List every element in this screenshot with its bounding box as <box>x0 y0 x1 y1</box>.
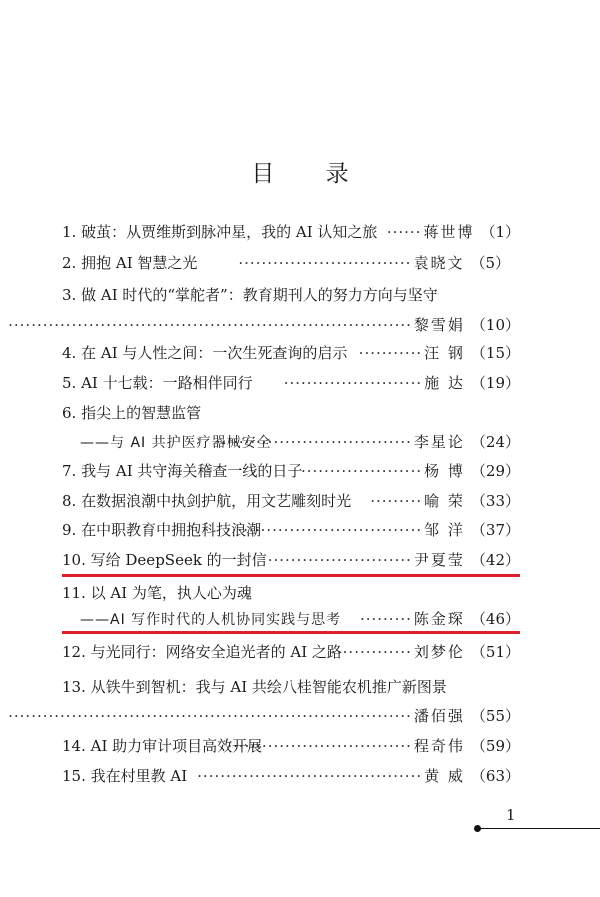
entry-title: 写给 DeepSeek 的一封信 <box>90 551 267 569</box>
footer-rule <box>480 828 600 829</box>
entry-number: 3. <box>62 286 77 304</box>
entry-page: （5） <box>470 254 510 272</box>
entry-title: 我与 AI 共守海关稽查一线的日子 <box>81 462 303 480</box>
entry-author: 尹夏莹 <box>413 551 465 569</box>
toc-entry-8[interactable] <box>62 488 520 514</box>
entry-number: 4. <box>62 344 77 362</box>
dot-leader: ······································· <box>197 767 423 785</box>
entry-page: （10） <box>470 316 520 334</box>
entry-title: 在数据浪潮中执剑护航，用文艺雕刻时光 <box>81 492 352 510</box>
entry-title: 与光同行：网络安全追光者的 AI 之路 <box>90 643 342 661</box>
dot-leader: ········· <box>359 610 412 628</box>
entry-author: 袁晓文 <box>413 254 465 272</box>
entry-author: 程奇伟 <box>413 737 465 755</box>
toc-entry-14[interactable] <box>62 733 520 759</box>
entry-page: （19） <box>470 374 520 392</box>
toc-entry-13-leader[interactable] <box>8 703 520 729</box>
toc-entry-12[interactable] <box>62 639 520 665</box>
entry-author: 刘梦伦 <box>413 643 465 661</box>
entry-page: （29） <box>470 462 520 480</box>
entry-author: 杨 博 <box>424 462 465 480</box>
entry-title: 我在村里教 AI <box>90 767 188 785</box>
entry-author: 黎雪娟 <box>413 316 465 334</box>
dot-leader: ······································································ <box>8 707 412 725</box>
entry-number: 12. <box>62 643 86 661</box>
entry-author: 陈金琛 <box>413 610 465 628</box>
entry-subtitle: ——与 AI 共护医疗器械安全 <box>80 435 272 451</box>
toc-entry-4[interactable] <box>62 340 520 366</box>
toc-entry-13[interactable] <box>62 674 520 700</box>
entry-author: 黄 威 <box>424 767 465 785</box>
toc-entry-15[interactable] <box>62 763 520 789</box>
entry-author: 邹 洋 <box>424 521 465 539</box>
entry-title: 在 AI 与人性之间：一次生死查询的启示 <box>81 344 348 362</box>
toc-entry-5[interactable] <box>62 370 520 396</box>
dot-leader: ······························ <box>238 254 412 272</box>
dot-leader: ·································· <box>215 433 412 451</box>
entry-number: 13. <box>62 678 86 696</box>
toc-entry-3-leader[interactable] <box>8 312 520 338</box>
entry-page: （1） <box>480 223 520 241</box>
entry-number: 2. <box>62 254 77 272</box>
entry-title: 做 AI 时代的“掌舵者”：教育期刊人的努力方向与坚守 <box>81 286 438 304</box>
toc-entry-6-subtitle[interactable] <box>80 429 520 455</box>
entry-page: （55） <box>470 707 520 725</box>
entry-number: 14. <box>62 737 86 755</box>
entry-number: 9. <box>62 521 77 539</box>
entry-title: AI 助力审计项目高效开展 <box>90 737 263 755</box>
dot-leader: ········· <box>370 492 423 510</box>
entry-page: （33） <box>470 492 520 510</box>
toc-entry-6[interactable] <box>62 400 520 426</box>
dot-leader: ·································· <box>226 521 423 539</box>
toc-entry-9[interactable] <box>62 517 520 543</box>
dot-leader: ······································································ <box>8 316 412 334</box>
dot-leader: ························ <box>283 374 423 392</box>
entry-title: 指尖上的智慧监管 <box>81 404 202 422</box>
entry-number: 7. <box>62 462 77 480</box>
entry-title: 从铁牛到智机：我与 AI 共绘八桂智能农机推广新图景 <box>90 678 447 696</box>
entry-title: 破茧：从贾维斯到脉冲星，我的 AI 认知之旅 <box>81 223 378 241</box>
entry-number: 1. <box>62 223 77 241</box>
entry-page: （15） <box>470 344 520 362</box>
entry-number: 6. <box>62 404 77 422</box>
entry-subtitle: ——AI 写作时代的人机协同实践与思考 <box>80 612 342 628</box>
red-underline <box>62 574 520 577</box>
entry-page: （42） <box>470 551 520 569</box>
entry-page: （24） <box>470 433 520 451</box>
entry-author: 施 达 <box>424 374 465 392</box>
dot-leader: ······ <box>386 223 422 241</box>
entry-author: 蒋世博 <box>423 223 475 241</box>
entry-author: 喻 荣 <box>424 492 465 510</box>
entry-page: （46） <box>470 610 520 628</box>
toc-entry-2[interactable] <box>62 250 520 276</box>
toc-entry-11[interactable] <box>62 580 520 606</box>
entry-author: 潘佰强 <box>413 707 465 725</box>
dot-leader: ··········· <box>358 344 423 362</box>
entry-number: 5. <box>62 374 77 392</box>
entry-title: AI 十七载：一路相伴同行 <box>81 374 253 392</box>
toc-entry-7[interactable] <box>62 458 520 484</box>
toc-entry-10[interactable] <box>62 547 520 573</box>
dot-leader: ································ <box>227 737 412 755</box>
entry-title: 拥抱 AI 智慧之光 <box>81 254 198 272</box>
page-title: 目 录 <box>251 161 371 187</box>
entry-number: 11. <box>62 584 86 602</box>
entry-page: （63） <box>470 767 520 785</box>
dot-leader: ·············· <box>331 643 412 661</box>
red-underline <box>62 631 520 634</box>
entry-page: （59） <box>470 737 520 755</box>
page-number: 1 <box>506 806 516 824</box>
toc-entry-11-subtitle[interactable] <box>80 606 520 632</box>
entry-number: 10. <box>62 551 86 569</box>
toc-entry-1[interactable] <box>62 219 520 245</box>
entry-page: （51） <box>470 643 520 661</box>
entry-author: 汪 钢 <box>424 344 465 362</box>
dot-leader: ····················· <box>300 462 423 480</box>
entry-number: 15. <box>62 767 86 785</box>
entry-page: （37） <box>470 521 520 539</box>
entry-title: 以 AI 为笔，执人心为魂 <box>90 584 252 602</box>
dot-leader: ························· <box>267 551 412 569</box>
entry-number: 8. <box>62 492 77 510</box>
entry-author: 李星论 <box>413 433 465 451</box>
entry-title: 在中职教育中拥抱科技浪潮 <box>81 521 262 539</box>
toc-entry-3[interactable] <box>62 282 520 308</box>
